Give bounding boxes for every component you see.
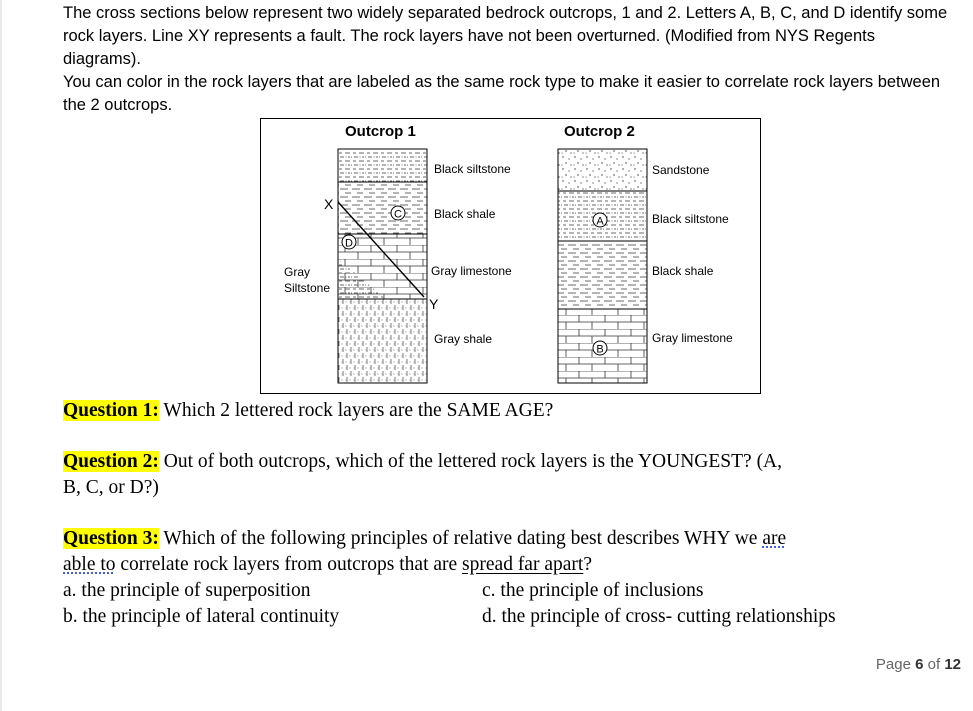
- question-3-text-end: ?: [583, 554, 592, 575]
- outcrop-figure: [260, 118, 761, 394]
- choice-d: d. the principle of cross- cutting relationships: [482, 606, 836, 627]
- intro-paragraph-2: You can color in the rock layers that are labeled as the same rock type to make it easier to correlate rock layers between the 2 outcrops.: [63, 73, 941, 114]
- outcrop-2-label-gray-limestone: Gray limestone: [652, 331, 733, 345]
- question-3-label: Question 3:: [63, 528, 159, 549]
- question-2: [63, 449, 953, 501]
- page-number-prefix: Page: [875, 656, 916, 673]
- page-number: [876, 656, 961, 673]
- page-number-current: 6: [915, 656, 924, 673]
- outcrop-2: [558, 123, 733, 383]
- outcrop-2-title: Outcrop 2: [564, 123, 635, 140]
- outcrop-diagram: [261, 119, 762, 395]
- question-1: [63, 398, 553, 424]
- intro-paragraph-1: The cross sections below represent two widely separated bedrock outcrops, 1 and 2. Letters A, B, C, and D identify some rock layers. Line XY represents a fault. The rock layers have not been overturned. (Modified from NYS Regents diagrams).: [63, 4, 948, 68]
- intro-text: [63, 2, 953, 117]
- letter-b: B: [596, 343, 604, 356]
- fault-y-label: Y: [429, 296, 439, 312]
- choice-c: c. the principle of inclusions: [482, 580, 704, 601]
- outcrop-1-title: Outcrop 1: [345, 123, 416, 140]
- outcrop-2-layer-black-shale: [558, 241, 647, 309]
- question-3-text-line-2: correlate rock layers from outcrops that are: [115, 554, 463, 575]
- question-2-label: Question 2:: [63, 451, 159, 472]
- outcrop-1-label-gray-shale: Gray shale: [434, 332, 493, 346]
- outcrop-1-layer-gray-shale: [338, 299, 427, 383]
- letter-a: A: [596, 215, 604, 228]
- outcrop-1-label-gray-limestone: Gray limestone: [431, 264, 512, 278]
- question-2-text-line-2: B, C, or D?): [63, 477, 159, 498]
- question-3: [63, 526, 958, 578]
- gray-siltstone-label-line-1: Gray: [284, 265, 311, 279]
- question-1-text: Which 2 lettered rock layers are the SAME AGE?: [158, 400, 554, 421]
- question-2-text-line-1: Out of both outcrops, which of the lettered rock layers is the YOUNGEST? (A,: [158, 451, 783, 472]
- question-1-label: Question 1:: [63, 400, 159, 421]
- question-3-dotted-able-to: able to: [63, 554, 116, 575]
- outcrop-1-layer-black-shale: [338, 182, 427, 234]
- outcrop-2-layer-sandstone: [558, 149, 647, 191]
- page-number-middle: of: [923, 656, 945, 673]
- outcrop-1: [284, 123, 512, 383]
- outcrop-2-label-black-siltstone: Black siltstone: [652, 212, 729, 226]
- outcrop-2-label-sandstone: Sandstone: [652, 163, 710, 177]
- choice-b: b. the principle of lateral continuity: [63, 606, 340, 627]
- page-number-total: 12: [944, 656, 961, 673]
- question-3-underlined-phrase: spread far apart: [462, 554, 584, 575]
- outcrop-1-layer-black-siltstone: [338, 149, 427, 182]
- question-3-text-line-1: Which of the following principles of relative dating best describes WHY we: [158, 528, 763, 549]
- page-edge: [0, 0, 2, 711]
- outcrop-1-label-black-siltstone: Black siltstone: [434, 162, 511, 176]
- question-3-dotted-word-are: are: [762, 528, 787, 549]
- fault-x-label: X: [324, 196, 334, 212]
- letter-d: D: [345, 237, 353, 250]
- gray-siltstone-label-line-2: Siltstone: [284, 281, 331, 295]
- letter-c: C: [394, 208, 402, 221]
- outcrop-2-label-black-shale: Black shale: [652, 264, 714, 278]
- choice-a: a. the principle of superposition: [63, 580, 311, 601]
- outcrop-1-label-black-shale: Black shale: [434, 207, 496, 221]
